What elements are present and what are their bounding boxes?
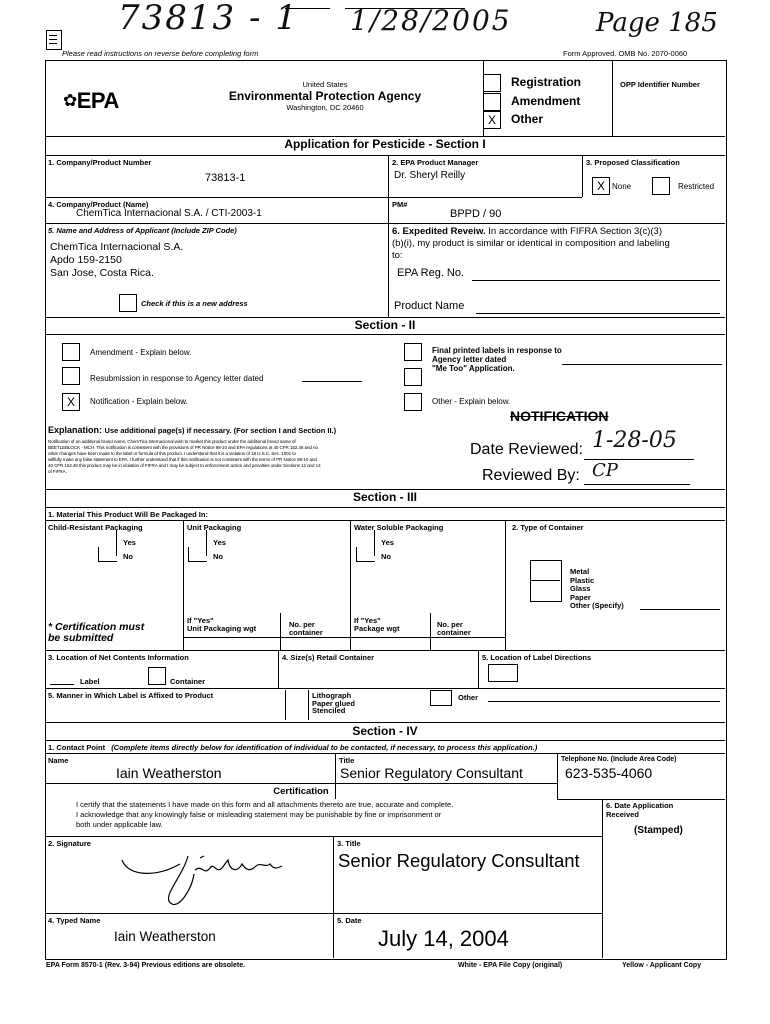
- final-labels-checkbox[interactable]: [404, 343, 422, 361]
- child-no[interactable]: No: [123, 552, 133, 561]
- omb-number: Form Approved. OMB No. 2070-0060: [563, 49, 688, 58]
- contact-title-label: Title: [339, 756, 355, 765]
- section-4-title: Section - IV: [352, 724, 418, 738]
- final-labels-text: Final printed labels in response to: [432, 346, 562, 355]
- section-1-title: Application for Pesticide - Section I: [284, 137, 486, 151]
- container-glass[interactable]: Glass: [570, 584, 591, 593]
- affixed-other[interactable]: Other: [458, 693, 479, 702]
- registration-option: Registration: [511, 75, 582, 89]
- net-contents-container-option[interactable]: Container: [170, 677, 206, 686]
- company-product-name[interactable]: ChemTica Internacional S.A. / CTI-2003-1: [76, 208, 262, 219]
- pm-number-label: PM#: [392, 200, 408, 209]
- telephone-label: Telephone No. (Include Area Code): [561, 756, 677, 763]
- notification-stamp-title: NOTIFICATION: [510, 408, 609, 424]
- explanation-hint: Use additional page(s) if necessary. (For section I and Section II.): [104, 426, 337, 435]
- net-contents-label: 3. Location of Net Contents Information: [48, 653, 189, 662]
- classification-none-checkbox[interactable]: X: [592, 177, 610, 195]
- explanation-label: Explanation:: [48, 425, 103, 435]
- certification-note: * Certification must: [48, 621, 145, 633]
- stenciled-option[interactable]: Stenciled: [312, 706, 346, 715]
- container-paper[interactable]: Paper: [570, 592, 591, 602]
- unit-container: container: [289, 628, 323, 637]
- contact-point-label: 1. Contact Point: [48, 743, 106, 752]
- telephone-number[interactable]: 623-535-4060: [565, 765, 653, 781]
- child-yes[interactable]: Yes: [123, 538, 136, 547]
- title-label: 3. Title: [337, 839, 361, 848]
- container-other[interactable]: Other (Specify): [570, 601, 624, 610]
- date-reviewed-label: Date Reviewed:: [470, 441, 583, 458]
- new-address-label: Check if this is a new address: [141, 299, 248, 308]
- certification-line-2: I acknowledge that any knowingly false or misleading statement may be punishable by fine or imprisonment or: [76, 810, 442, 819]
- resubmission-checkbox[interactable]: [62, 367, 80, 385]
- reviewed-by-label: Reviewed By:: [482, 467, 580, 484]
- applicant-address-label: 5. Name and Address of Applicant (Include ZIP Code): [48, 226, 237, 235]
- expedited-review-text-a: In accordance with FIFRA Section 3(c)(3): [488, 226, 662, 237]
- certification-line-3: both under applicable law.: [76, 820, 163, 829]
- expedited-review-text-c: to:: [392, 250, 403, 261]
- agency-line-1: United States: [302, 80, 348, 89]
- container-type-label: 2. Type of Container: [512, 523, 584, 532]
- document-icon: [46, 30, 62, 50]
- registration-checkbox[interactable]: [483, 74, 501, 92]
- new-address-checkbox[interactable]: [119, 294, 137, 312]
- me-too-text: "Me Too" Application.: [432, 364, 515, 373]
- container-metal[interactable]: Metal: [570, 567, 590, 576]
- date-reviewed-value: 1-28-05: [592, 428, 677, 453]
- lithograph-option[interactable]: Lithograph: [312, 691, 352, 700]
- water-soluble-label: Water Soluble Packaging: [354, 523, 444, 532]
- water-if-yes: If "Yes": [354, 616, 381, 625]
- unit-no-per: No. per: [289, 620, 315, 629]
- typed-name[interactable]: Iain Weatherston: [114, 929, 216, 944]
- contact-name[interactable]: Iain Weatherston: [116, 765, 222, 781]
- contact-name-label: Name: [48, 756, 69, 765]
- yellow-copy: Yellow - Applicant Copy: [622, 962, 702, 969]
- agency-letter-text: Agency letter dated: [432, 355, 507, 364]
- handwritten-file-number: 73813 - 1: [118, 0, 299, 38]
- applicant-city[interactable]: San Jose, Costa Rica.: [50, 267, 154, 279]
- water-no-per: No. per: [437, 620, 463, 629]
- date-label: 5. Date: [337, 916, 362, 925]
- form-number: EPA Form 8570-1 (Rev. 3-94) Previous editions are obsolete.: [46, 962, 246, 969]
- child-resistant-label: Child-Resistant Packaging: [48, 523, 143, 532]
- unit-yes[interactable]: Yes: [213, 538, 226, 547]
- water-yes[interactable]: Yes: [381, 538, 394, 547]
- other-option: Other: [511, 112, 544, 126]
- epa-reg-number-label: EPA Reg. No.: [397, 267, 465, 279]
- opp-identifier-label: OPP Identifier Number: [620, 80, 700, 89]
- pm-number[interactable]: BPPD / 90: [450, 208, 502, 220]
- packaging-question: 1. Material This Product Will Be Packaged In:: [48, 510, 208, 519]
- epa-logo: ✿EPA: [63, 88, 119, 113]
- contact-point-hint: (Complete items directly below for identification of individual to be contacted, if necessary, to process this application.): [111, 743, 538, 752]
- unit-if-yes: If "Yes": [187, 616, 214, 625]
- classification-restricted: Restricted: [678, 182, 715, 191]
- typed-name-label: 4. Typed Name: [48, 916, 101, 925]
- notification-explain: Notification - Explain below.: [90, 397, 188, 406]
- label-affixed-label: 5. Manner in Which Label is Affixed to Product: [48, 691, 214, 700]
- unit-packaging-label: Unit Packaging: [187, 523, 242, 532]
- company-product-number[interactable]: 73813-1: [205, 172, 246, 184]
- resubmission-text: Resubmission in response to Agency letter dated: [90, 374, 264, 383]
- amendment-checkbox[interactable]: [483, 93, 501, 111]
- handwritten-date: 1/28/2005: [350, 4, 512, 37]
- applicant-signature: [100, 838, 290, 908]
- product-manager-label: 2. EPA Product Manager: [392, 158, 479, 167]
- product-manager[interactable]: Dr. Sheryl Reilly: [394, 170, 466, 181]
- classification-restricted-checkbox[interactable]: [652, 177, 670, 195]
- company-product-name-label: 4. Company/Product (Name): [48, 200, 149, 209]
- other-explain: Other - Explain below.: [432, 397, 511, 406]
- certification-line-1: I certify that the statements I have made on this form and all attachments thereto are true, accurate and complete.: [76, 800, 454, 809]
- white-copy: White - EPA File Copy (original): [458, 962, 563, 969]
- contact-title[interactable]: Senior Regulatory Consultant: [340, 765, 523, 781]
- applicant-po-box[interactable]: Apdo 159-2150: [50, 254, 122, 266]
- notification-checkbox[interactable]: X: [62, 393, 80, 411]
- company-product-number-label: 1. Company/Product Number: [48, 158, 152, 167]
- unit-no[interactable]: No: [213, 552, 223, 561]
- other-explain-checkbox[interactable]: [404, 393, 422, 411]
- container-plastic[interactable]: Plastic: [570, 575, 595, 585]
- certification-title: Certification: [273, 786, 329, 797]
- agency-name: Environmental Protection Agency: [228, 89, 422, 103]
- expedited-review-text-b: (b)(i), my product is similar or identical in composition and labeling: [392, 238, 670, 249]
- stamped-label: (Stamped): [634, 825, 683, 836]
- handwritten-page-number: Page 185: [596, 8, 718, 38]
- net-contents-label-option[interactable]: Label: [80, 677, 100, 686]
- agency-address: Washington, DC 20460: [286, 103, 364, 112]
- label-directions-label: 5. Location of Label Directions: [482, 653, 592, 662]
- water-container: container: [437, 628, 471, 637]
- amendment-option: Amendment: [511, 94, 581, 108]
- signer-title[interactable]: Senior Regulatory Consultant: [338, 850, 580, 871]
- reviewed-by-initials: CP: [592, 460, 618, 481]
- retail-size-label: 4. Size(s) Retail Container: [282, 653, 375, 662]
- explanation-text[interactable]: Notification of an additional brand name, ChemTica Internacional wish to market this product under the additional brand name of BEETLEBLOCK - MCH. This notification is consistent with the provisions of PR Notice 98-10 and EPA regulations at 40 CFR 152.46 and no other changes have been made to the label or formula of this product. I understand that it is a violation of 18 U.S.C. Sec. 1001 to willfully make any false statement to EPA. I further understand that if this notification is not consistent with the terms of PR Notice 98-10 and 40 CFR 152.46 this product may be in violation of FIFRA and I may be subject to enforcement action and penalties under Sections 12 and 14 of FIFRA.: [48, 439, 321, 474]
- other-checkbox[interactable]: X: [483, 111, 501, 129]
- proposed-classification-label: 3. Proposed Classification: [586, 158, 680, 167]
- water-no[interactable]: No: [381, 552, 391, 561]
- me-too-checkbox[interactable]: [404, 368, 422, 386]
- section-3-title: Section - III: [352, 490, 417, 504]
- expedited-review-label: 6. Expedited Reveiw.: [392, 226, 486, 237]
- water-package-wgt: Package wgt: [354, 624, 400, 633]
- paper-glued-option[interactable]: Paper glued: [312, 698, 355, 708]
- instructions-note: Please read instructions on reverse before completing form: [62, 49, 259, 58]
- amendment-explain: Amendment - Explain below.: [90, 348, 192, 357]
- unit-packaging-wgt: Unit Packaging wgt: [187, 624, 257, 633]
- signed-date[interactable]: July 14, 2004: [378, 926, 509, 951]
- date-application-received: 6. Date Application: [606, 801, 674, 810]
- classification-none: None: [612, 182, 632, 191]
- certification-note-2: be submitted: [48, 632, 114, 644]
- date-received: Received: [606, 809, 639, 819]
- amendment-explain-checkbox[interactable]: [62, 343, 80, 361]
- applicant-name[interactable]: ChemTica Internacional S.A.: [50, 241, 184, 253]
- product-name-label: Product Name: [394, 300, 465, 312]
- signature-label: 2. Signature: [48, 839, 91, 848]
- section-2-title: Section - II: [354, 318, 416, 332]
